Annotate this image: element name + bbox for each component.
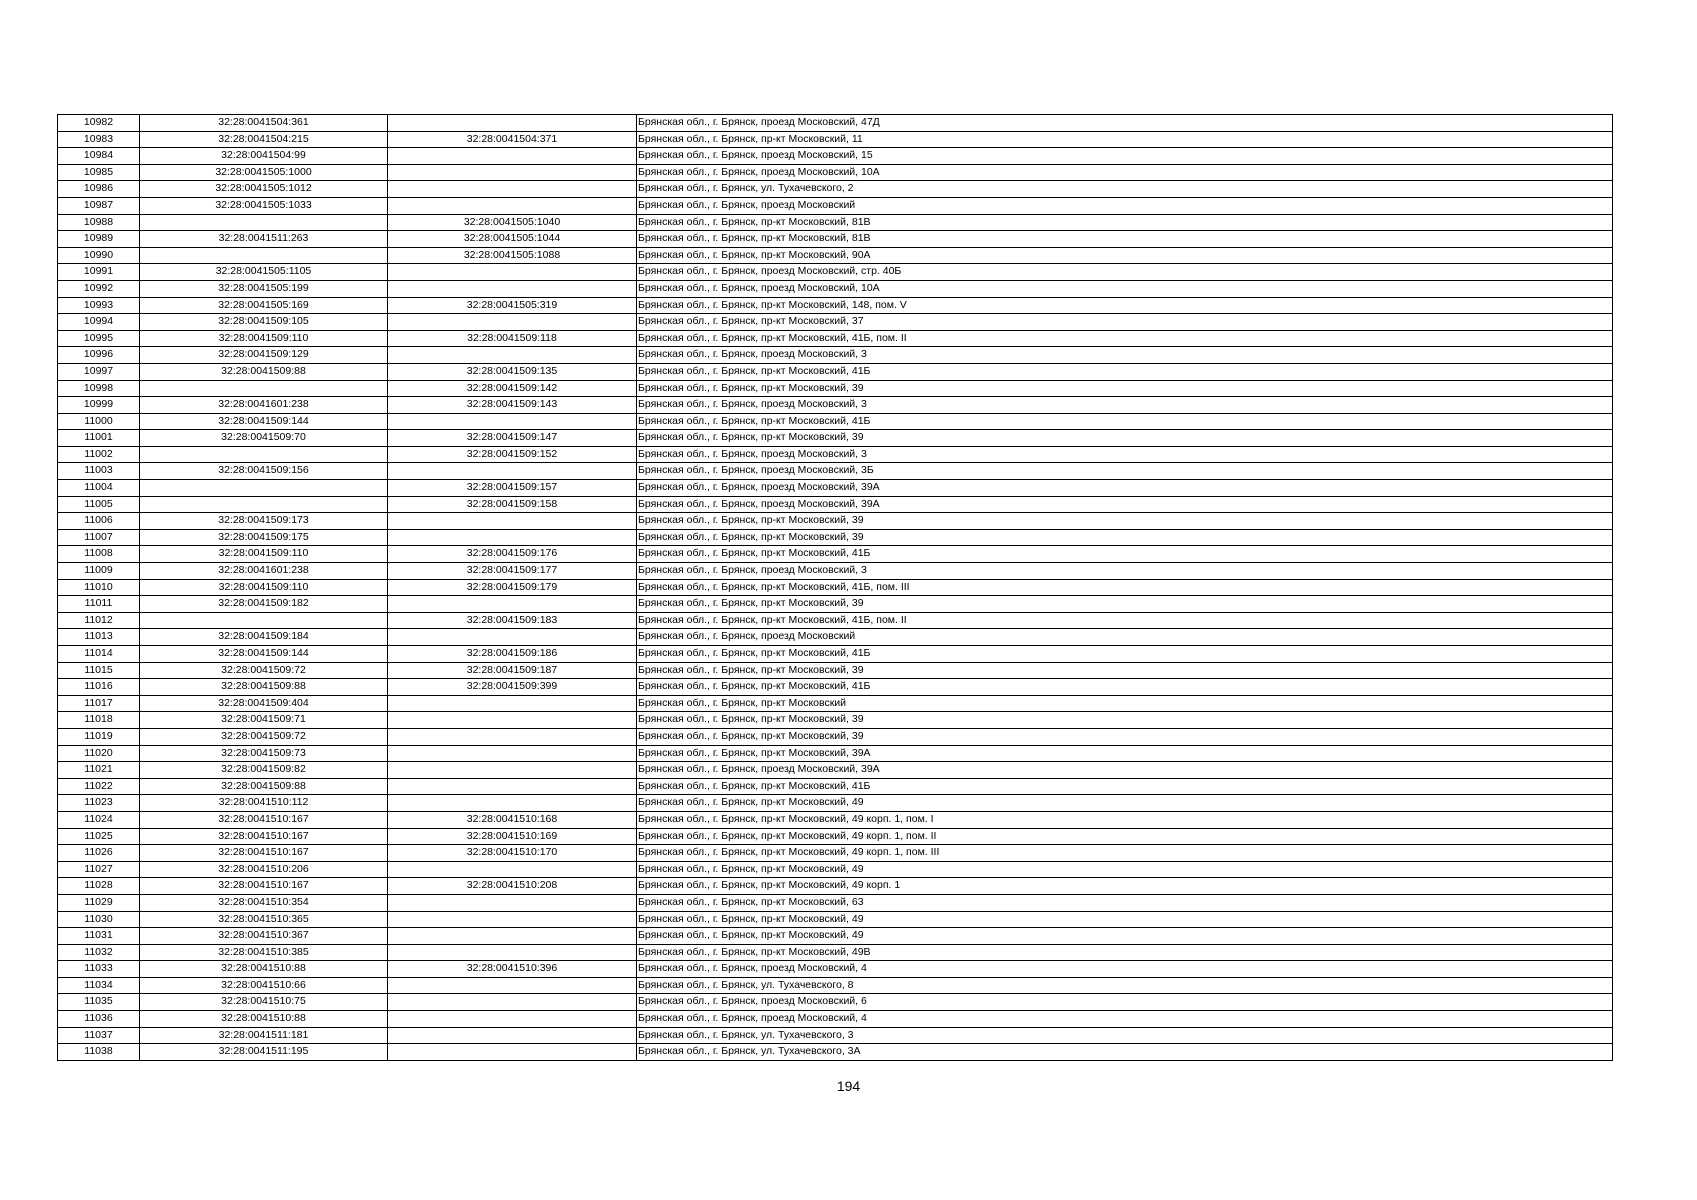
cadastral-number-cell: 32:28:0041601:238 bbox=[140, 397, 388, 414]
table-row bbox=[58, 728, 1613, 745]
cadastral-number-cell: 32:28:0041510:75 bbox=[140, 994, 388, 1011]
address-cell: Брянская обл., г. Брянск, пр-кт Московский, 41Б bbox=[637, 778, 1613, 795]
table-row bbox=[58, 513, 1613, 530]
table-row bbox=[58, 994, 1613, 1011]
address-cell: Брянская обл., г. Брянск, пр-кт Московский, 49 bbox=[637, 795, 1613, 812]
related-cadastral-number-cell: 32:28:0041509:183 bbox=[388, 612, 637, 629]
related-cadastral-number-cell bbox=[388, 1011, 637, 1028]
table-row bbox=[58, 977, 1613, 994]
row-number-cell: 10990 bbox=[58, 247, 140, 264]
cadastral-number-cell: 32:28:0041509:110 bbox=[140, 546, 388, 563]
cadastral-number-cell: 32:28:0041504:361 bbox=[140, 115, 388, 132]
address-cell: Брянская обл., г. Брянск, пр-кт Московский, 41Б, пом. II bbox=[637, 612, 1613, 629]
related-cadastral-number-cell bbox=[388, 712, 637, 729]
address-cell: Брянская обл., г. Брянск, пр-кт Московский, 148, пом. V bbox=[637, 297, 1613, 314]
row-number-cell: 10983 bbox=[58, 131, 140, 148]
cadastral-number-cell: 32:28:0041510:66 bbox=[140, 977, 388, 994]
address-cell: Брянская обл., г. Брянск, пр-кт Московский, 49 корп. 1, пом. III bbox=[637, 845, 1613, 862]
related-cadastral-number-cell: 32:28:0041505:1040 bbox=[388, 214, 637, 231]
row-number-cell: 10987 bbox=[58, 197, 140, 214]
table-row bbox=[58, 612, 1613, 629]
row-number-cell: 11036 bbox=[58, 1011, 140, 1028]
related-cadastral-number-cell bbox=[388, 596, 637, 613]
related-cadastral-number-cell bbox=[388, 413, 637, 430]
address-cell: Брянская обл., г. Брянск, пр-кт Московский, 41Б bbox=[637, 679, 1613, 696]
related-cadastral-number-cell: 32:28:0041505:1044 bbox=[388, 231, 637, 248]
table-row bbox=[58, 264, 1613, 281]
table-row bbox=[58, 878, 1613, 895]
cadastral-number-cell bbox=[140, 612, 388, 629]
cadastral-number-cell: 32:28:0041509:404 bbox=[140, 695, 388, 712]
related-cadastral-number-cell bbox=[388, 695, 637, 712]
cadastral-number-cell: 32:28:0041510:167 bbox=[140, 811, 388, 828]
table-row bbox=[58, 778, 1613, 795]
row-number-cell: 11034 bbox=[58, 977, 140, 994]
row-number-cell: 11021 bbox=[58, 762, 140, 779]
address-cell: Брянская обл., г. Брянск, проезд Московский, 3 bbox=[637, 446, 1613, 463]
table-row bbox=[58, 629, 1613, 646]
table-row bbox=[58, 596, 1613, 613]
address-cell: Брянская обл., г. Брянск, проезд Московский, 39А bbox=[637, 480, 1613, 497]
related-cadastral-number-cell bbox=[388, 928, 637, 945]
related-cadastral-number-cell bbox=[388, 181, 637, 198]
address-cell: Брянская обл., г. Брянск, ул. Тухачевского, 3А bbox=[637, 1044, 1613, 1061]
row-number-cell: 10999 bbox=[58, 397, 140, 414]
related-cadastral-number-cell bbox=[388, 1027, 637, 1044]
row-number-cell: 10988 bbox=[58, 214, 140, 231]
cadastral-number-cell: 32:28:0041504:99 bbox=[140, 148, 388, 165]
related-cadastral-number-cell bbox=[388, 115, 637, 132]
row-number-cell: 10997 bbox=[58, 363, 140, 380]
table-row bbox=[58, 795, 1613, 812]
table-row bbox=[58, 745, 1613, 762]
cadastral-number-cell: 32:28:0041510:167 bbox=[140, 845, 388, 862]
address-cell: Брянская обл., г. Брянск, пр-кт Московский, 39 bbox=[637, 596, 1613, 613]
related-cadastral-number-cell: 32:28:0041509:152 bbox=[388, 446, 637, 463]
row-number-cell: 10985 bbox=[58, 164, 140, 181]
address-cell: Брянская обл., г. Брянск, пр-кт Московский, 41Б bbox=[637, 413, 1613, 430]
row-number-cell: 11032 bbox=[58, 944, 140, 961]
cadastral-number-cell: 32:28:0041509:182 bbox=[140, 596, 388, 613]
address-cell: Брянская обл., г. Брянск, пр-кт Московский, 39 bbox=[637, 513, 1613, 530]
table-row bbox=[58, 1044, 1613, 1061]
cadastral-number-cell: 32:28:0041509:144 bbox=[140, 413, 388, 430]
related-cadastral-number-cell bbox=[388, 463, 637, 480]
cadastral-number-cell: 32:28:0041510:88 bbox=[140, 1011, 388, 1028]
cadastral-number-cell: 32:28:0041509:156 bbox=[140, 463, 388, 480]
row-number-cell: 10991 bbox=[58, 264, 140, 281]
row-number-cell: 11013 bbox=[58, 629, 140, 646]
address-cell: Брянская обл., г. Брянск, проезд Московский, 3 bbox=[637, 563, 1613, 580]
address-cell: Брянская обл., г. Брянск, пр-кт Московский, 41Б bbox=[637, 363, 1613, 380]
row-number-cell: 11031 bbox=[58, 928, 140, 945]
address-cell: Брянская обл., г. Брянск, пр-кт Московский, 49 bbox=[637, 861, 1613, 878]
row-number-cell: 11012 bbox=[58, 612, 140, 629]
row-number-cell: 10982 bbox=[58, 115, 140, 132]
row-number-cell: 11018 bbox=[58, 712, 140, 729]
table-row bbox=[58, 446, 1613, 463]
address-cell: Брянская обл., г. Брянск, пр-кт Московский, 39 bbox=[637, 430, 1613, 447]
address-cell: Брянская обл., г. Брянск, ул. Тухачевского, 8 bbox=[637, 977, 1613, 994]
table-row bbox=[58, 413, 1613, 430]
cadastral-number-cell: 32:28:0041509:71 bbox=[140, 712, 388, 729]
row-number-cell: 10984 bbox=[58, 148, 140, 165]
row-number-cell: 11010 bbox=[58, 579, 140, 596]
table-row bbox=[58, 231, 1613, 248]
cadastral-number-cell bbox=[140, 480, 388, 497]
table-row bbox=[58, 928, 1613, 945]
table-row bbox=[58, 463, 1613, 480]
related-cadastral-number-cell bbox=[388, 197, 637, 214]
table-row bbox=[58, 762, 1613, 779]
address-cell: Брянская обл., г. Брянск, пр-кт Московский, 49В bbox=[637, 944, 1613, 961]
row-number-cell: 11030 bbox=[58, 911, 140, 928]
table-row bbox=[58, 811, 1613, 828]
address-cell: Брянская обл., г. Брянск, проезд Московский, 4 bbox=[637, 1011, 1613, 1028]
table-row bbox=[58, 131, 1613, 148]
row-number-cell: 11024 bbox=[58, 811, 140, 828]
address-cell: Брянская обл., г. Брянск, пр-кт Московский, 81В bbox=[637, 214, 1613, 231]
cadastral-number-cell: 32:28:0041509:82 bbox=[140, 762, 388, 779]
related-cadastral-number-cell bbox=[388, 629, 637, 646]
address-cell: Брянская обл., г. Брянск, пр-кт Московский, 39 bbox=[637, 662, 1613, 679]
related-cadastral-number-cell: 32:28:0041509:186 bbox=[388, 646, 637, 663]
row-number-cell: 10993 bbox=[58, 297, 140, 314]
row-number-cell: 11015 bbox=[58, 662, 140, 679]
cadastral-number-cell: 32:28:0041509:184 bbox=[140, 629, 388, 646]
cadastral-number-cell: 32:28:0041505:1012 bbox=[140, 181, 388, 198]
address-cell: Брянская обл., г. Брянск, ул. Тухачевского, 3 bbox=[637, 1027, 1613, 1044]
cadastral-number-cell: 32:28:0041505:169 bbox=[140, 297, 388, 314]
row-number-cell: 11019 bbox=[58, 728, 140, 745]
cadastral-number-cell: 32:28:0041509:173 bbox=[140, 513, 388, 530]
related-cadastral-number-cell bbox=[388, 280, 637, 297]
table-row bbox=[58, 280, 1613, 297]
table-row bbox=[58, 480, 1613, 497]
row-number-cell: 11017 bbox=[58, 695, 140, 712]
cadastral-number-cell bbox=[140, 446, 388, 463]
address-cell: Брянская обл., г. Брянск, пр-кт Московский, 90А bbox=[637, 247, 1613, 264]
address-cell: Брянская обл., г. Брянск, пр-кт Московский, 39 bbox=[637, 728, 1613, 745]
cadastral-number-cell bbox=[140, 214, 388, 231]
row-number-cell: 10986 bbox=[58, 181, 140, 198]
address-cell: Брянская обл., г. Брянск, пр-кт Московский, 41Б bbox=[637, 646, 1613, 663]
table-row bbox=[58, 1011, 1613, 1028]
related-cadastral-number-cell bbox=[388, 795, 637, 812]
address-cell: Брянская обл., г. Брянск, проезд Московский bbox=[637, 629, 1613, 646]
cadastral-number-cell: 32:28:0041504:215 bbox=[140, 131, 388, 148]
table-row bbox=[58, 529, 1613, 546]
row-number-cell: 11006 bbox=[58, 513, 140, 530]
row-number-cell: 11011 bbox=[58, 596, 140, 613]
address-cell: Брянская обл., г. Брянск, пр-кт Московский, 81В bbox=[637, 231, 1613, 248]
address-cell: Брянская обл., г. Брянск, пр-кт Московский, 41Б, пом. II bbox=[637, 330, 1613, 347]
table-row bbox=[58, 662, 1613, 679]
table-row bbox=[58, 380, 1613, 397]
address-cell: Брянская обл., г. Брянск, пр-кт Московский, 49 корп. 1 bbox=[637, 878, 1613, 895]
address-cell: Брянская обл., г. Брянск, пр-кт Московский bbox=[637, 695, 1613, 712]
address-cell: Брянская обл., г. Брянск, проезд Московский, 47Д bbox=[637, 115, 1613, 132]
row-number-cell: 11007 bbox=[58, 529, 140, 546]
cadastral-number-cell: 32:28:0041510:354 bbox=[140, 894, 388, 911]
row-number-cell: 10995 bbox=[58, 330, 140, 347]
related-cadastral-number-cell: 32:28:0041509:143 bbox=[388, 397, 637, 414]
cadastral-number-cell: 32:28:0041510:206 bbox=[140, 861, 388, 878]
address-cell: Брянская обл., г. Брянск, пр-кт Московский, 49 bbox=[637, 928, 1613, 945]
cadastral-number-cell: 32:28:0041509:70 bbox=[140, 430, 388, 447]
table-row bbox=[58, 430, 1613, 447]
related-cadastral-number-cell: 32:28:0041510:170 bbox=[388, 845, 637, 862]
address-cell: Брянская обл., г. Брянск, пр-кт Московский, 39А bbox=[637, 745, 1613, 762]
address-cell: Брянская обл., г. Брянск, пр-кт Московский, 39 bbox=[637, 712, 1613, 729]
table-row bbox=[58, 363, 1613, 380]
related-cadastral-number-cell: 32:28:0041510:396 bbox=[388, 961, 637, 978]
cadastral-number-cell: 32:28:0041510:167 bbox=[140, 828, 388, 845]
address-cell: Брянская обл., г. Брянск, проезд Московский, 39А bbox=[637, 496, 1613, 513]
row-number-cell: 11005 bbox=[58, 496, 140, 513]
related-cadastral-number-cell bbox=[388, 944, 637, 961]
table-row bbox=[58, 314, 1613, 331]
address-cell: Брянская обл., г. Брянск, пр-кт Московский, 49 bbox=[637, 911, 1613, 928]
row-number-cell: 11002 bbox=[58, 446, 140, 463]
cadastral-number-cell: 32:28:0041509:144 bbox=[140, 646, 388, 663]
cadastral-number-cell: 32:28:0041505:199 bbox=[140, 280, 388, 297]
row-number-cell: 10996 bbox=[58, 347, 140, 364]
cadastral-number-cell: 32:28:0041509:72 bbox=[140, 662, 388, 679]
table-row bbox=[58, 845, 1613, 862]
table-row bbox=[58, 214, 1613, 231]
related-cadastral-number-cell: 32:28:0041505:1088 bbox=[388, 247, 637, 264]
cadastral-number-cell: 32:28:0041511:263 bbox=[140, 231, 388, 248]
row-number-cell: 11028 bbox=[58, 878, 140, 895]
cadastral-number-cell: 32:28:0041505:1033 bbox=[140, 197, 388, 214]
row-number-cell: 11025 bbox=[58, 828, 140, 845]
table-row bbox=[58, 297, 1613, 314]
table-row bbox=[58, 944, 1613, 961]
cadastral-number-cell: 32:28:0041509:73 bbox=[140, 745, 388, 762]
table-row bbox=[58, 679, 1613, 696]
row-number-cell: 11014 bbox=[58, 646, 140, 663]
address-cell: Брянская обл., г. Брянск, проезд Московский, 3Б bbox=[637, 463, 1613, 480]
cadastral-number-cell: 32:28:0041601:238 bbox=[140, 563, 388, 580]
related-cadastral-number-cell bbox=[388, 314, 637, 331]
related-cadastral-number-cell: 32:28:0041509:176 bbox=[388, 546, 637, 563]
related-cadastral-number-cell bbox=[388, 148, 637, 165]
address-cell: Брянская обл., г. Брянск, пр-кт Московский, 11 bbox=[637, 131, 1613, 148]
address-cell: Брянская обл., г. Брянск, пр-кт Московский, 41Б, пом. III bbox=[637, 579, 1613, 596]
table-row bbox=[58, 646, 1613, 663]
cadastral-number-cell: 32:28:0041509:110 bbox=[140, 330, 388, 347]
address-cell: Брянская обл., г. Брянск, ул. Тухачевского, 2 bbox=[637, 181, 1613, 198]
data-table bbox=[57, 114, 1613, 1061]
related-cadastral-number-cell: 32:28:0041509:147 bbox=[388, 430, 637, 447]
related-cadastral-number-cell bbox=[388, 861, 637, 878]
row-number-cell: 10992 bbox=[58, 280, 140, 297]
cadastral-number-cell: 32:28:0041509:72 bbox=[140, 728, 388, 745]
table-body bbox=[58, 115, 1613, 1061]
row-number-cell: 11016 bbox=[58, 679, 140, 696]
table-row bbox=[58, 828, 1613, 845]
related-cadastral-number-cell bbox=[388, 977, 637, 994]
address-cell: Брянская обл., г. Брянск, пр-кт Московский, 39 bbox=[637, 529, 1613, 546]
address-cell: Брянская обл., г. Брянск, проезд Московский bbox=[637, 197, 1613, 214]
cadastral-number-cell: 32:28:0041509:105 bbox=[140, 314, 388, 331]
cadastral-number-cell: 32:28:0041510:167 bbox=[140, 878, 388, 895]
cadastral-number-cell: 32:28:0041505:1105 bbox=[140, 264, 388, 281]
related-cadastral-number-cell: 32:28:0041509:399 bbox=[388, 679, 637, 696]
cadastral-number-cell: 32:28:0041510:112 bbox=[140, 795, 388, 812]
row-number-cell: 11000 bbox=[58, 413, 140, 430]
cadastral-number-cell: 32:28:0041509:129 bbox=[140, 347, 388, 364]
table-row bbox=[58, 330, 1613, 347]
related-cadastral-number-cell: 32:28:0041509:187 bbox=[388, 662, 637, 679]
address-cell: Брянская обл., г. Брянск, проезд Московский, стр. 40Б bbox=[637, 264, 1613, 281]
table-row bbox=[58, 247, 1613, 264]
page-number: 194 bbox=[836, 1078, 861, 1094]
table-row bbox=[58, 397, 1613, 414]
cadastral-number-cell: 32:28:0041509:88 bbox=[140, 363, 388, 380]
related-cadastral-number-cell bbox=[388, 762, 637, 779]
related-cadastral-number-cell bbox=[388, 164, 637, 181]
row-number-cell: 11027 bbox=[58, 861, 140, 878]
row-number-cell: 11033 bbox=[58, 961, 140, 978]
table-row bbox=[58, 164, 1613, 181]
related-cadastral-number-cell bbox=[388, 894, 637, 911]
related-cadastral-number-cell: 32:28:0041509:157 bbox=[388, 480, 637, 497]
address-cell: Брянская обл., г. Брянск, проезд Московский, 6 bbox=[637, 994, 1613, 1011]
address-cell: Брянская обл., г. Брянск, пр-кт Московский, 37 bbox=[637, 314, 1613, 331]
table-row bbox=[58, 197, 1613, 214]
table-row bbox=[58, 546, 1613, 563]
row-number-cell: 11037 bbox=[58, 1027, 140, 1044]
cadastral-number-cell: 32:28:0041509:110 bbox=[140, 579, 388, 596]
cadastral-number-cell bbox=[140, 380, 388, 397]
address-cell: Брянская обл., г. Брянск, пр-кт Московский, 49 корп. 1, пом. II bbox=[637, 828, 1613, 845]
cadastral-number-cell: 32:28:0041510:385 bbox=[140, 944, 388, 961]
related-cadastral-number-cell: 32:28:0041509:135 bbox=[388, 363, 637, 380]
related-cadastral-number-cell: 32:28:0041510:169 bbox=[388, 828, 637, 845]
cadastral-number-cell: 32:28:0041505:1000 bbox=[140, 164, 388, 181]
cadastral-number-cell: 32:28:0041511:181 bbox=[140, 1027, 388, 1044]
cadastral-number-cell bbox=[140, 496, 388, 513]
table-row bbox=[58, 1027, 1613, 1044]
related-cadastral-number-cell: 32:28:0041504:371 bbox=[388, 131, 637, 148]
related-cadastral-number-cell: 32:28:0041509:142 bbox=[388, 380, 637, 397]
related-cadastral-number-cell bbox=[388, 994, 637, 1011]
related-cadastral-number-cell: 32:28:0041509:179 bbox=[388, 579, 637, 596]
related-cadastral-number-cell bbox=[388, 264, 637, 281]
row-number-cell: 11026 bbox=[58, 845, 140, 862]
table-row bbox=[58, 861, 1613, 878]
table-row bbox=[58, 148, 1613, 165]
row-number-cell: 11020 bbox=[58, 745, 140, 762]
row-number-cell: 11001 bbox=[58, 430, 140, 447]
row-number-cell: 11023 bbox=[58, 795, 140, 812]
table-row bbox=[58, 115, 1613, 132]
table-row bbox=[58, 961, 1613, 978]
address-cell: Брянская обл., г. Брянск, проезд Московский, 3 bbox=[637, 397, 1613, 414]
row-number-cell: 10989 bbox=[58, 231, 140, 248]
address-cell: Брянская обл., г. Брянск, пр-кт Московский, 49 корп. 1, пом. I bbox=[637, 811, 1613, 828]
row-number-cell: 11035 bbox=[58, 994, 140, 1011]
row-number-cell: 10998 bbox=[58, 380, 140, 397]
table-row bbox=[58, 181, 1613, 198]
row-number-cell: 11008 bbox=[58, 546, 140, 563]
related-cadastral-number-cell: 32:28:0041509:118 bbox=[388, 330, 637, 347]
cadastral-number-cell: 32:28:0041509:88 bbox=[140, 778, 388, 795]
address-cell: Брянская обл., г. Брянск, проезд Московский, 3 bbox=[637, 347, 1613, 364]
related-cadastral-number-cell: 32:28:0041509:158 bbox=[388, 496, 637, 513]
related-cadastral-number-cell bbox=[388, 1044, 637, 1061]
table-row bbox=[58, 496, 1613, 513]
cadastral-number-cell bbox=[140, 247, 388, 264]
related-cadastral-number-cell bbox=[388, 728, 637, 745]
address-cell: Брянская обл., г. Брянск, проезд Московский, 10А bbox=[637, 164, 1613, 181]
cadastral-number-cell: 32:28:0041509:88 bbox=[140, 679, 388, 696]
table-row bbox=[58, 695, 1613, 712]
row-number-cell: 10994 bbox=[58, 314, 140, 331]
related-cadastral-number-cell: 32:28:0041505:319 bbox=[388, 297, 637, 314]
address-cell: Брянская обл., г. Брянск, проезд Московский, 39А bbox=[637, 762, 1613, 779]
table-row bbox=[58, 911, 1613, 928]
related-cadastral-number-cell bbox=[388, 513, 637, 530]
row-number-cell: 11003 bbox=[58, 463, 140, 480]
row-number-cell: 11004 bbox=[58, 480, 140, 497]
related-cadastral-number-cell bbox=[388, 911, 637, 928]
related-cadastral-number-cell bbox=[388, 347, 637, 364]
address-cell: Брянская обл., г. Брянск, проезд Московский, 4 bbox=[637, 961, 1613, 978]
table-row bbox=[58, 579, 1613, 596]
cadastral-number-cell: 32:28:0041509:175 bbox=[140, 529, 388, 546]
related-cadastral-number-cell bbox=[388, 778, 637, 795]
address-cell: Брянская обл., г. Брянск, проезд Московский, 10А bbox=[637, 280, 1613, 297]
cadastral-number-cell: 32:28:0041511:195 bbox=[140, 1044, 388, 1061]
address-cell: Брянская обл., г. Брянск, пр-кт Московский, 41Б bbox=[637, 546, 1613, 563]
row-number-cell: 11029 bbox=[58, 894, 140, 911]
row-number-cell: 11038 bbox=[58, 1044, 140, 1061]
address-cell: Брянская обл., г. Брянск, проезд Московский, 15 bbox=[637, 148, 1613, 165]
address-cell: Брянская обл., г. Брянск, пр-кт Московский, 39 bbox=[637, 380, 1613, 397]
row-number-cell: 11022 bbox=[58, 778, 140, 795]
table-row bbox=[58, 347, 1613, 364]
related-cadastral-number-cell: 32:28:0041510:168 bbox=[388, 811, 637, 828]
table-row bbox=[58, 894, 1613, 911]
cadastral-number-cell: 32:28:0041510:88 bbox=[140, 961, 388, 978]
cadastral-number-cell: 32:28:0041510:365 bbox=[140, 911, 388, 928]
related-cadastral-number-cell: 32:28:0041510:208 bbox=[388, 878, 637, 895]
cadastral-number-cell: 32:28:0041510:367 bbox=[140, 928, 388, 945]
related-cadastral-number-cell: 32:28:0041509:177 bbox=[388, 563, 637, 580]
row-number-cell: 11009 bbox=[58, 563, 140, 580]
table-row bbox=[58, 712, 1613, 729]
address-cell: Брянская обл., г. Брянск, пр-кт Московский, 63 bbox=[637, 894, 1613, 911]
related-cadastral-number-cell bbox=[388, 745, 637, 762]
related-cadastral-number-cell bbox=[388, 529, 637, 546]
table-row bbox=[58, 563, 1613, 580]
